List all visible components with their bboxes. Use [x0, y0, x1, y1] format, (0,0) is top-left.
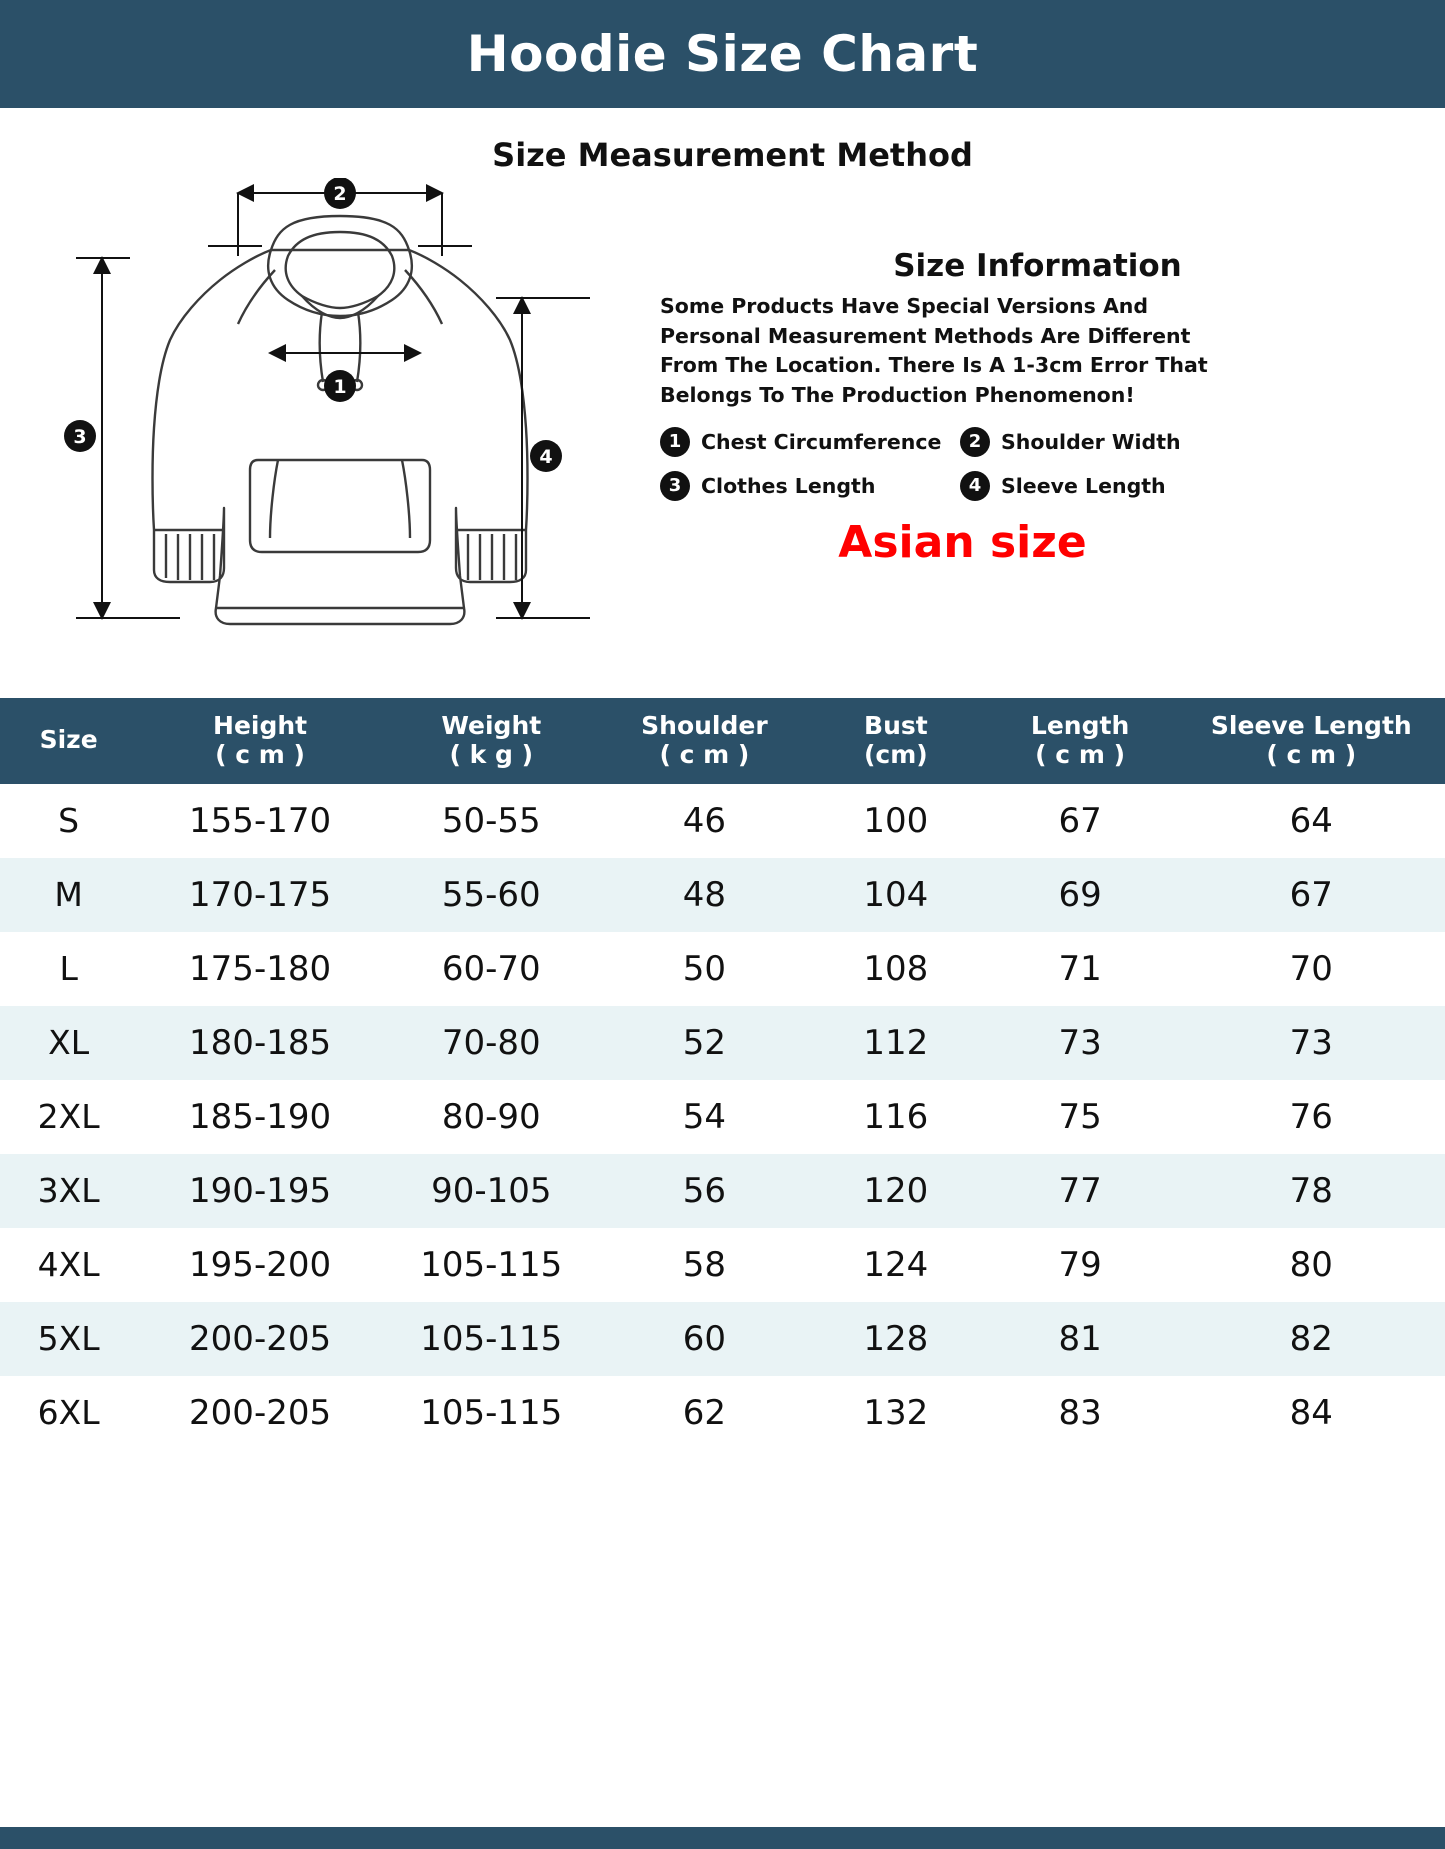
column-header-size	[0, 698, 137, 784]
measurement-method-title: Size Measurement Method	[492, 136, 973, 174]
cell-size: L	[59, 949, 78, 988]
column-header-height	[137, 698, 383, 784]
cell-size: S	[58, 801, 80, 840]
column-header-length	[983, 698, 1178, 784]
measurement-section	[0, 178, 1445, 698]
cell-sleeve: 78	[1178, 1154, 1445, 1228]
table-row	[0, 1302, 1445, 1376]
cell-shoulder: 54	[682, 1096, 727, 1137]
cell-bust: 124	[863, 1244, 929, 1285]
column-header-size-line1: Size	[39, 725, 98, 755]
legend-number-4: 4	[960, 471, 990, 501]
table-row	[0, 1006, 1445, 1080]
cell-weight: 80-90	[441, 1096, 541, 1137]
cell-size: XL	[0, 1006, 137, 1080]
cell-sleeve: 73	[1178, 1006, 1445, 1080]
cell-height: 155-170	[189, 800, 332, 841]
hoodie-diagram	[30, 178, 650, 648]
cell-shoulder: 56	[600, 1154, 810, 1228]
asian-size-label: Asian size	[838, 516, 1087, 568]
cell-shoulder: 48	[600, 858, 810, 932]
column-header-length-line1: Length	[1030, 711, 1130, 740]
size-information-paragraph: Some Products Have Special Versions And Personal Measurement Methods Are Different From The Location. There Is A 1-3cm Error That Belongs To The Production Phenomenon!	[660, 294, 1208, 408]
cell-weight: 105-115	[420, 1392, 563, 1433]
column-header-sleeve-length	[1178, 698, 1445, 784]
page-title: Hoodie Size Chart	[466, 25, 979, 83]
cell-sleeve: 76	[1289, 1096, 1333, 1137]
cell-sleeve: 70	[1289, 948, 1333, 989]
table-row	[0, 1080, 1445, 1154]
cell-length: 73	[983, 1006, 1178, 1080]
size-table	[0, 698, 1445, 1450]
cell-length: 83	[1058, 1392, 1102, 1433]
cell-shoulder: 46	[682, 800, 727, 841]
table-row	[0, 1228, 1445, 1302]
cell-weight: 55-60	[383, 858, 600, 932]
cell-bust: 128	[809, 1302, 982, 1376]
hoodie-illustration-svg	[30, 178, 650, 648]
column-header-shoulder-line1: Shoulder	[641, 711, 768, 740]
cell-shoulder: 58	[682, 1244, 727, 1285]
cell-shoulder: 52	[600, 1006, 810, 1080]
cell-bust: 112	[809, 1006, 982, 1080]
cell-weight: 90-105	[383, 1154, 600, 1228]
legend-number-2: 2	[960, 427, 990, 457]
column-header-length-line2: ( c m )	[1035, 739, 1126, 769]
cell-bust: 132	[863, 1392, 929, 1433]
cell-height: 195-200	[189, 1244, 332, 1285]
column-header-height-line2: ( c m )	[215, 739, 305, 769]
cell-sleeve: 64	[1289, 800, 1333, 841]
cell-height: 190-195	[137, 1154, 383, 1228]
header-bar	[0, 0, 1445, 108]
cell-bust: 120	[809, 1154, 982, 1228]
column-header-height-line1: Height	[213, 711, 308, 740]
cell-bust: 104	[809, 858, 982, 932]
svg-text:1: 1	[333, 376, 347, 398]
cell-height: 200-205	[137, 1302, 383, 1376]
cell-shoulder: 62	[682, 1392, 727, 1433]
legend-label-chest: Chest Circumference	[701, 429, 942, 454]
cell-weight: 70-80	[383, 1006, 600, 1080]
cell-bust: 116	[863, 1096, 929, 1137]
cell-height: 180-185	[137, 1006, 383, 1080]
table-row	[0, 858, 1445, 932]
cell-sleeve: 67	[1178, 858, 1445, 932]
cell-size: M	[0, 858, 137, 932]
column-header-weight-line1: Weight	[441, 711, 542, 740]
legend-item-clothes-length	[660, 471, 960, 501]
legend-item-sleeve-length	[960, 471, 1260, 501]
cell-shoulder: 50	[682, 948, 727, 989]
cell-length: 67	[1058, 800, 1102, 841]
column-header-sleeve-line1: Sleeve Length	[1210, 711, 1412, 740]
column-header-shoulder	[600, 698, 810, 784]
legend-row-1	[660, 427, 1415, 457]
cell-bust: 100	[863, 800, 929, 841]
column-header-sleeve-line2: ( c m )	[1266, 739, 1357, 769]
table-row	[0, 1154, 1445, 1228]
cell-sleeve: 84	[1289, 1392, 1333, 1433]
svg-text:3: 3	[73, 426, 87, 448]
svg-text:4: 4	[539, 446, 553, 468]
cell-sleeve: 80	[1289, 1244, 1333, 1285]
size-information-title: Size Information	[893, 248, 1182, 284]
cell-size: 6XL	[37, 1393, 100, 1432]
table-row	[0, 932, 1445, 1006]
cell-bust: 108	[863, 948, 929, 989]
column-header-weight-line2: ( k g )	[449, 739, 534, 769]
legend-number-1: 1	[660, 427, 690, 457]
column-header-weight	[383, 698, 600, 784]
column-header-bust	[809, 698, 982, 784]
cell-size: 3XL	[0, 1154, 137, 1228]
cell-sleeve: 82	[1178, 1302, 1445, 1376]
cell-length: 79	[1058, 1244, 1102, 1285]
legend-label-shoulder: Shoulder Width	[1001, 429, 1181, 454]
cell-length: 75	[1058, 1096, 1102, 1137]
cell-height: 175-180	[189, 948, 332, 989]
cell-height: 200-205	[189, 1392, 332, 1433]
legend-item-chest	[660, 427, 960, 457]
cell-length: 69	[983, 858, 1178, 932]
cell-weight: 105-115	[420, 1244, 563, 1285]
legend-row-2	[660, 471, 1415, 501]
cell-height: 185-190	[189, 1096, 332, 1137]
table-row	[0, 1376, 1445, 1450]
column-header-bust-line1: Bust	[864, 711, 928, 740]
cell-length: 81	[983, 1302, 1178, 1376]
legend-label-sleeve-length: Sleeve Length	[1001, 473, 1166, 498]
cell-weight: 60-70	[441, 948, 541, 989]
size-information	[650, 178, 1415, 568]
cell-height: 170-175	[137, 858, 383, 932]
column-header-bust-line2: (cm)	[864, 739, 928, 769]
cell-size: 2XL	[37, 1097, 100, 1136]
svg-text:2: 2	[333, 183, 347, 205]
cell-length: 77	[983, 1154, 1178, 1228]
cell-shoulder: 60	[600, 1302, 810, 1376]
column-header-shoulder-line2: ( c m )	[659, 739, 750, 769]
cell-size: 5XL	[0, 1302, 137, 1376]
legend-number-3: 3	[660, 471, 690, 501]
footer-bar	[0, 1827, 1445, 1849]
cell-weight: 50-55	[441, 800, 541, 841]
table-header-row	[0, 698, 1445, 784]
cell-weight: 105-115	[383, 1302, 600, 1376]
table-row	[0, 784, 1445, 858]
legend-item-shoulder	[960, 427, 1260, 457]
legend-label-clothes-length: Clothes Length	[701, 473, 876, 498]
cell-size: 4XL	[37, 1245, 100, 1284]
cell-length: 71	[1058, 948, 1102, 989]
